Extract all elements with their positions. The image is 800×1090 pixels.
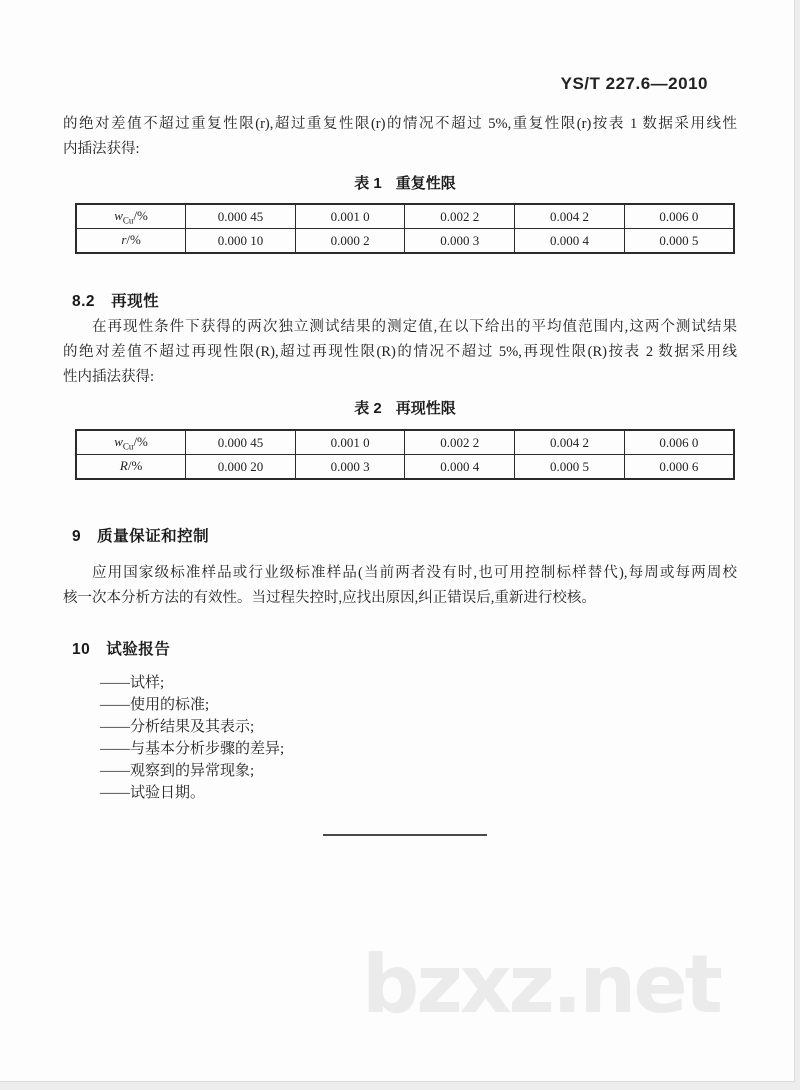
list-item: ——试样; (100, 675, 165, 691)
table-cell: 0.000 3 (295, 455, 405, 480)
paragraph-line: 的绝对差值不超过再现性限(R),超过再现性限(R)的情况不超过 5%,再现性限(R)按表 2 数据采用线 (63, 344, 737, 360)
report-items-list (100, 672, 284, 804)
table-cell: 0.000 4 (405, 455, 515, 480)
section-10-heading (72, 637, 170, 659)
row-header-cell (76, 430, 186, 455)
section-number: 9 (72, 528, 82, 545)
row-header-cell (76, 229, 186, 254)
table-cell: 0.000 5 (515, 455, 625, 480)
section-8-2-paragraph (63, 315, 737, 390)
paragraph-line: 内插法获得: (63, 141, 140, 157)
table-cell: 0.000 2 (295, 229, 405, 254)
paragraph-line: 应用国家级标准样品或行业级标准样品(当前两者没有时,也可用控制标样替代),每周或每两周校 (92, 565, 737, 581)
table-cell: 0.001 0 (295, 204, 405, 229)
table-row (76, 229, 734, 254)
table-cell: 0.006 0 (624, 430, 734, 455)
section-8-2-heading (72, 289, 159, 311)
table-cell: 0.004 2 (515, 204, 625, 229)
unit: /% (133, 207, 148, 223)
section-title: 质量保证和控制 (97, 528, 210, 545)
section-9-paragraph (63, 561, 737, 611)
symbol: w (114, 207, 123, 223)
table-row (76, 455, 734, 480)
paragraph-line: 核一次本分析方法的有效性。当过程失控时,应找出原因,纠正错误后,重新进行校核。 (63, 590, 596, 606)
end-of-document-rule (323, 834, 487, 836)
table-cell: 0.000 5 (624, 229, 734, 254)
section-number: 8.2 (72, 293, 96, 310)
list-item: ——分析结果及其表示; (100, 719, 255, 735)
table-2-caption (75, 397, 735, 418)
table-cell: 0.000 3 (405, 229, 515, 254)
intro-paragraph (63, 112, 737, 162)
list-item: ——观察到的异常现象; (100, 763, 255, 779)
standard-number: YS/T 227.6—2010 (560, 74, 708, 93)
list-item: ——试验日期。 (100, 785, 206, 801)
paragraph-line: 性内插法获得: (63, 369, 155, 385)
table-cell: 0.000 4 (515, 229, 625, 254)
list-item: ——与基本分析步骤的差异; (100, 741, 285, 757)
table-cell: 0.002 2 (405, 204, 515, 229)
paragraph-line: 的绝对差值不超过重复性限(r),超过重复性限(r)的情况不超过 5%,重复性限(r)按表 1 数据采用线性 (63, 116, 737, 132)
symbol: r (121, 231, 127, 247)
table-2-caption-number: 表 2 (354, 400, 382, 417)
table-cell: 0.001 0 (295, 430, 405, 455)
table-cell: 0.000 6 (624, 455, 734, 480)
table-2-reproducibility-limits (75, 429, 735, 480)
table-1-caption-title: 重复性限 (395, 175, 456, 192)
table-1-caption (75, 172, 735, 193)
symbol-subscript: Cu (122, 441, 134, 452)
unit: /% (133, 433, 148, 449)
table-cell: 0.000 45 (186, 430, 296, 455)
section-9-heading (72, 524, 209, 546)
section-title: 再现性 (111, 293, 160, 310)
table-2-caption-title: 再现性限 (395, 400, 456, 417)
list-item: ——使用的标准; (100, 697, 210, 713)
row-header-cell (76, 455, 186, 480)
table-1-repeatability-limits (75, 203, 735, 254)
table-cell: 0.000 10 (186, 229, 296, 254)
table-cell: 0.000 45 (186, 204, 296, 229)
row-header-cell (76, 204, 186, 229)
table-cell: 0.006 0 (624, 204, 734, 229)
table-1-caption-number: 表 1 (354, 175, 382, 192)
symbol-subscript: Cu (122, 215, 134, 226)
watermark: bzxz.net (362, 938, 720, 1031)
section-number: 10 (72, 641, 91, 658)
symbol: R (119, 457, 128, 473)
unit: /% (127, 457, 143, 473)
table-cell: 0.002 2 (405, 430, 515, 455)
table-row (76, 430, 734, 455)
table-cell: 0.004 2 (515, 430, 625, 455)
paragraph-line: 在再现性条件下获得的两次独立测试结果的测定值,在以下给出的平均值范围内,这两个测试结果 (92, 319, 737, 335)
symbol: w (114, 433, 123, 449)
section-title: 试验报告 (106, 641, 171, 658)
table-cell: 0.000 20 (186, 455, 296, 480)
unit: /% (126, 231, 141, 247)
table-row (76, 204, 734, 229)
